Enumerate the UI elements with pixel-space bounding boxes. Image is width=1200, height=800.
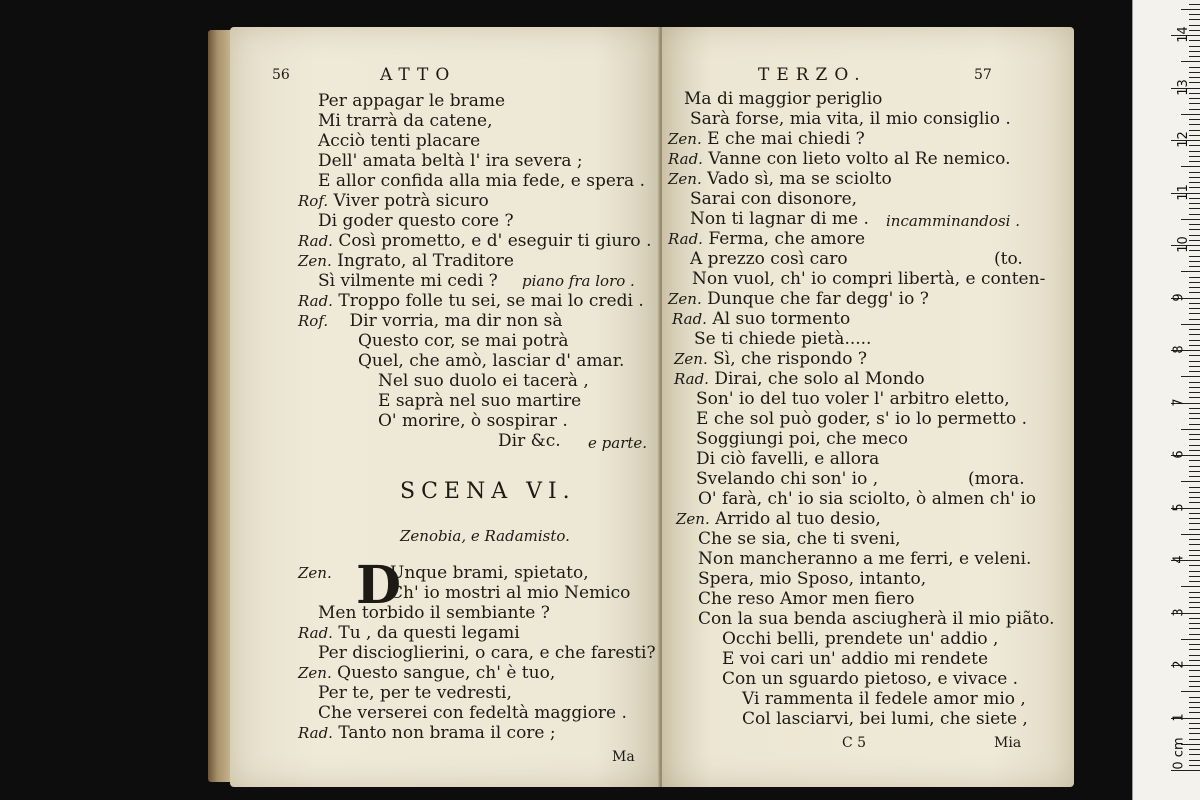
- ruler-tick: [1189, 329, 1200, 330]
- verse-line: Rad. Tu , da questi legami: [298, 623, 520, 643]
- verse-line: Non mancheranno a me ferri, e veleni.: [698, 549, 1032, 569]
- ruler-tick: [1189, 277, 1200, 278]
- ruler-tick: [1181, 691, 1200, 692]
- ruler-tick: [1189, 67, 1200, 68]
- ruler-tick: [1181, 376, 1200, 377]
- ruler-tick: [1189, 707, 1200, 708]
- speaker-label: Rad.: [672, 310, 707, 328]
- ruler-number: 8: [1171, 345, 1187, 354]
- verse-line: Se ti chiede pietà.....: [694, 329, 872, 349]
- ruler-tick: [1189, 382, 1200, 383]
- stage-direction: incamminandosi .: [886, 212, 1020, 230]
- ruler-tick: [1189, 739, 1200, 740]
- ruler-tick: [1189, 345, 1200, 346]
- speaker-label: Zen.: [668, 170, 702, 188]
- ruler-number: 1: [1171, 712, 1187, 722]
- speaker-label: Rof.: [298, 192, 329, 210]
- ruler-tick: [1181, 9, 1200, 10]
- verse-line: Con la sua benda asciugherà il mio piãto.: [698, 609, 1055, 629]
- ruler-tick: [1189, 618, 1200, 619]
- ruler-tick: [1189, 644, 1200, 645]
- ruler-tick: [1189, 602, 1200, 603]
- stage-direction: e parte.: [588, 434, 648, 452]
- ruler-tick: [1189, 728, 1200, 729]
- ruler-tick: [1189, 550, 1200, 551]
- ruler-tick: [1189, 723, 1200, 724]
- ruler-tick: [1189, 539, 1200, 540]
- ruler-tick: [1189, 355, 1200, 356]
- ruler-tick: [1189, 161, 1200, 162]
- verse-line: Dir &c.: [498, 431, 561, 451]
- verse-line: Quel, che amò, lasciar d' amar.: [358, 351, 625, 371]
- verse-line: Mi trarrà da catene,: [318, 111, 493, 131]
- verse-line: Rad. Tanto non brama il core ;: [298, 723, 556, 743]
- ruler-number: 5: [1171, 502, 1187, 512]
- ruler-tick: [1189, 14, 1200, 15]
- ruler-tick: [1181, 271, 1200, 272]
- ruler-tick: [1171, 770, 1200, 771]
- stage-direction: (to.: [994, 249, 1023, 269]
- ruler-tick: [1189, 445, 1200, 446]
- stage-direction: (mora.: [968, 469, 1025, 489]
- ruler-tick: [1189, 670, 1200, 671]
- ruler-tick: [1189, 555, 1200, 556]
- verse-line: Rad. Dirai, che solo al Mondo: [674, 369, 925, 389]
- ruler-tick: [1189, 229, 1200, 230]
- verse-line: Sì vilmente mi cedi ?: [318, 271, 498, 291]
- verse-line: Col lasciarvi, bei lumi, che siete ,: [742, 709, 1028, 729]
- catchword: Ma: [612, 749, 635, 765]
- ruler-tick: [1181, 639, 1200, 640]
- ruler-tick: [1189, 518, 1200, 519]
- ruler-tick: [1189, 760, 1200, 761]
- right-page: [662, 27, 1074, 787]
- speaker-label: Rad.: [298, 292, 333, 310]
- verse-line: Acciò tenti placare: [318, 131, 481, 151]
- ruler-tick: [1189, 607, 1200, 608]
- ruler-tick: [1189, 450, 1200, 451]
- ruler-tick: [1189, 413, 1200, 414]
- ruler-tick: [1181, 324, 1200, 325]
- ruler-tick: [1189, 439, 1200, 440]
- ruler-number: 13: [1175, 78, 1191, 96]
- ruler-tick: [1189, 424, 1200, 425]
- ruler-tick: [1189, 571, 1200, 572]
- ruler-tick: [1181, 166, 1200, 167]
- verse-line: Rof. Dir vorria, ma dir non sà: [298, 311, 563, 331]
- ruler-tick: [1189, 261, 1200, 262]
- ruler-tick: [1189, 487, 1200, 488]
- verse-line: Sarai con disonore,: [690, 189, 858, 209]
- ruler-tick: [1189, 576, 1200, 577]
- ruler-tick: [1189, 214, 1200, 215]
- ruler-tick: [1189, 676, 1200, 677]
- ruler-tick: [1189, 655, 1200, 656]
- ruler-tick: [1189, 256, 1200, 257]
- ruler-number: 6: [1171, 450, 1187, 459]
- verse-line: Men torbido il sembiante ?: [318, 603, 550, 623]
- ruler-tick: [1189, 340, 1200, 341]
- ruler-number: 12: [1175, 131, 1191, 148]
- ruler-tick: [1181, 481, 1200, 482]
- verse-line: Che se sia, che ti sveni,: [698, 529, 901, 549]
- verse-line: Son' io del tuo voler l' arbitro eletto,: [696, 389, 1010, 409]
- ruler-tick: [1189, 51, 1200, 52]
- ruler-tick: [1189, 749, 1200, 750]
- ruler-tick: [1189, 156, 1200, 157]
- speaker-label: Rad.: [298, 624, 333, 642]
- ruler-tick: [1189, 124, 1200, 125]
- verse-line: Zen. Arrido al tuo desio,: [676, 509, 881, 529]
- verse-line: Che verserei con fedeltà maggiore .: [318, 703, 627, 723]
- verse-line: Rad. Troppo folle tu sei, se mai lo credi .: [298, 291, 644, 311]
- verse-line: E allor confida alla mia fede, e spera .: [318, 171, 646, 191]
- verse-line: Ma di maggior periglio: [684, 89, 883, 109]
- verse-line: A prezzo così caro: [690, 249, 848, 269]
- verse-line: Zen. Questo sangue, ch' è tuo,: [298, 663, 556, 683]
- open-book: [212, 12, 1082, 792]
- signature-mark: C 5: [842, 735, 867, 751]
- scene-persons: Zenobia, e Radamisto.: [400, 527, 570, 545]
- verse-line: Nel suo duolo ei tacerà ,: [378, 371, 589, 391]
- speaker-label: Rad.: [298, 232, 333, 250]
- ruler-tick: [1189, 497, 1200, 498]
- page-number: 57: [974, 67, 992, 83]
- ruler-number: 3: [1171, 607, 1187, 617]
- ruler-tick: [1189, 397, 1200, 398]
- verse-line: Zen. Sì, che rispondo ?: [674, 349, 867, 369]
- verse-line: Questo cor, se mai potrà: [358, 331, 569, 351]
- ruler-tick: [1189, 203, 1200, 204]
- ruler-tick: [1189, 46, 1200, 47]
- ruler-tick: [1189, 476, 1200, 477]
- verse-line: Rad. Così prometto, e d' eseguir ti giuro .: [298, 231, 652, 251]
- ruler-tick: [1189, 513, 1200, 514]
- verse-line: [298, 563, 332, 583]
- ruler-tick: [1189, 565, 1200, 566]
- ruler-tick: [1189, 177, 1200, 178]
- verse-line: Non ti lagnar di me .: [690, 209, 869, 229]
- speaker-label: Rad.: [668, 150, 703, 168]
- ruler-tick: [1189, 686, 1200, 687]
- ruler-tick: [1189, 649, 1200, 650]
- ruler-tick: [1189, 681, 1200, 682]
- ruler-number: 11: [1175, 183, 1191, 201]
- verse-line: O' morire, ò sospirar .: [378, 411, 568, 431]
- ruler-tick: [1189, 313, 1200, 314]
- speaker-label: Zen.: [668, 130, 702, 148]
- ruler-tick: [1189, 628, 1200, 629]
- ruler-tick: [1189, 4, 1200, 5]
- ruler-tick: [1189, 103, 1200, 104]
- ruler-tick: [1189, 208, 1200, 209]
- ruler-tick: [1181, 114, 1200, 115]
- verse-line: Con un sguardo pietoso, e vivace .: [722, 669, 1019, 689]
- ruler-tick: [1189, 466, 1200, 467]
- scene-title: SCENA VI.: [400, 479, 576, 504]
- speaker-label: Rad.: [668, 230, 703, 248]
- speaker-label: Rad.: [674, 370, 709, 388]
- ruler-tick: [1189, 434, 1200, 435]
- ruler-tick: [1189, 623, 1200, 624]
- ruler-number: 2: [1171, 660, 1187, 669]
- ruler-number: 0 cm: [1171, 737, 1187, 770]
- ruler-tick: [1189, 523, 1200, 524]
- verse-line: Per te, per te vedresti,: [318, 683, 512, 703]
- page-number: 56: [272, 67, 290, 83]
- speaker-label: Rof.: [298, 312, 329, 330]
- speaker-label: Zen.: [674, 350, 708, 368]
- ruler-tick: [1189, 460, 1200, 461]
- ruler-tick: [1189, 334, 1200, 335]
- verse-line: Ch' io mostri al mio Nemico: [390, 583, 631, 603]
- ruler-tick: [1189, 754, 1200, 755]
- ruler-number: 9: [1171, 292, 1187, 302]
- verse-line: Per appagar le brame: [318, 91, 506, 111]
- ruler-tick: [1189, 492, 1200, 493]
- verse-line: Zen. Vado sì, ma se sciolto: [668, 169, 892, 189]
- ruler-tick: [1189, 765, 1200, 766]
- verse-line: Zen. Ingrato, al Traditore: [298, 251, 514, 271]
- ruler-number: 14: [1175, 26, 1191, 43]
- measurement-ruler: [1132, 0, 1200, 800]
- ruler-tick: [1189, 592, 1200, 593]
- drop-cap: D: [356, 555, 402, 616]
- verse-line: Sarà forse, mia vita, il mio consiglio .: [690, 109, 1011, 129]
- speaker-label: Rad.: [298, 724, 333, 742]
- ruler-tick: [1189, 702, 1200, 703]
- ruler-tick: [1189, 98, 1200, 99]
- ruler-tick: [1189, 292, 1200, 293]
- verse-line: Di goder questo core ?: [318, 211, 514, 231]
- verse-line: Che reso Amor men fiero: [698, 589, 915, 609]
- verse-line: Rad. Al suo tormento: [672, 309, 851, 329]
- ruler-tick: [1189, 287, 1200, 288]
- running-head: TERZO.: [758, 65, 867, 85]
- verse-line: Svelando chi son' io ,: [696, 469, 879, 489]
- ruler-tick: [1181, 534, 1200, 535]
- left-page: [230, 27, 660, 787]
- ruler-tick: [1189, 319, 1200, 320]
- ruler-tick: [1181, 586, 1200, 587]
- ruler-tick: [1189, 109, 1200, 110]
- verse-line: E saprà nel suo martire: [378, 391, 582, 411]
- ruler-tick: [1189, 471, 1200, 472]
- ruler-tick: [1189, 172, 1200, 173]
- speaker-label: Zen.: [298, 252, 332, 270]
- verse-line: Zen. E che mai chiedi ?: [668, 129, 865, 149]
- running-head: ATTO: [380, 65, 457, 85]
- ruler-tick: [1189, 361, 1200, 362]
- ruler-tick: [1189, 119, 1200, 120]
- ruler-tick: [1189, 529, 1200, 530]
- ruler-tick: [1189, 581, 1200, 582]
- ruler-number: 7: [1171, 397, 1187, 407]
- verse-line: Rad. Ferma, che amore: [668, 229, 866, 249]
- ruler-tick: [1189, 151, 1200, 152]
- ruler-tick: [1189, 282, 1200, 283]
- ruler-tick: [1189, 634, 1200, 635]
- ruler-tick: [1189, 387, 1200, 388]
- verse-line: Unque brami, spietato,: [390, 563, 589, 583]
- ruler-tick: [1189, 266, 1200, 267]
- ruler-tick: [1189, 733, 1200, 734]
- speaker-label: Zen.: [298, 664, 332, 682]
- speaker-label: Zen.: [668, 290, 702, 308]
- verse-line: Rof. Viver potrà sicuro: [298, 191, 489, 211]
- ruler-tick: [1189, 72, 1200, 73]
- book-edge: [208, 30, 232, 782]
- verse-line: Dell' amata beltà l' ira severa ;: [318, 151, 583, 171]
- ruler-tick: [1189, 408, 1200, 409]
- ruler-tick: [1189, 712, 1200, 713]
- verse-line: E che sol può goder, s' io lo permetto .: [696, 409, 1028, 429]
- ruler-tick: [1189, 308, 1200, 309]
- ruler-tick: [1189, 418, 1200, 419]
- verse-line: Vi rammenta il fedele amor mio ,: [742, 689, 1026, 709]
- ruler-tick: [1189, 502, 1200, 503]
- ruler-tick: [1189, 182, 1200, 183]
- ruler-tick: [1189, 544, 1200, 545]
- ruler-tick: [1181, 61, 1200, 62]
- ruler-tick: [1189, 77, 1200, 78]
- ruler-tick: [1189, 371, 1200, 372]
- stage-direction: piano fra loro .: [522, 272, 635, 290]
- verse-line: Zen. Dunque che far degg' io ?: [668, 289, 929, 309]
- ruler-number: 10: [1175, 236, 1191, 253]
- verse-line: Per discioglierini, o cara, e che faresti?: [318, 643, 656, 663]
- ruler-tick: [1181, 429, 1200, 430]
- ruler-tick: [1189, 392, 1200, 393]
- catchword: Mia: [994, 735, 1022, 751]
- speaker-label: Zen.: [676, 510, 710, 528]
- verse-line: Soggiungi poi, che meco: [696, 429, 908, 449]
- ruler-tick: [1189, 303, 1200, 304]
- ruler-tick: [1181, 219, 1200, 220]
- verse-line: Spera, mio Sposo, intanto,: [698, 569, 927, 589]
- ruler-tick: [1189, 19, 1200, 20]
- verse-line: Rad. Vanne con lieto volto al Re nemico.: [668, 149, 1011, 169]
- ruler-tick: [1189, 597, 1200, 598]
- speaker-label: Zen.: [298, 564, 332, 582]
- verse-line: Di ciò favelli, e allora: [696, 449, 880, 469]
- verse-line: Occhi belli, prendete un' addio ,: [722, 629, 999, 649]
- ruler-tick: [1189, 56, 1200, 57]
- verse-line: O' farà, ch' io sia sciolto, ò almen ch' io: [698, 489, 1037, 509]
- verse-line: Non vuol, ch' io compri libertà, e conten-: [692, 269, 1046, 289]
- ruler-tick: [1189, 224, 1200, 225]
- ruler-tick: [1189, 660, 1200, 661]
- ruler-tick: [1189, 366, 1200, 367]
- ruler-tick: [1189, 697, 1200, 698]
- ruler-number: 4: [1171, 555, 1187, 564]
- verse-line: E voi cari un' addio mi rendete: [722, 649, 988, 669]
